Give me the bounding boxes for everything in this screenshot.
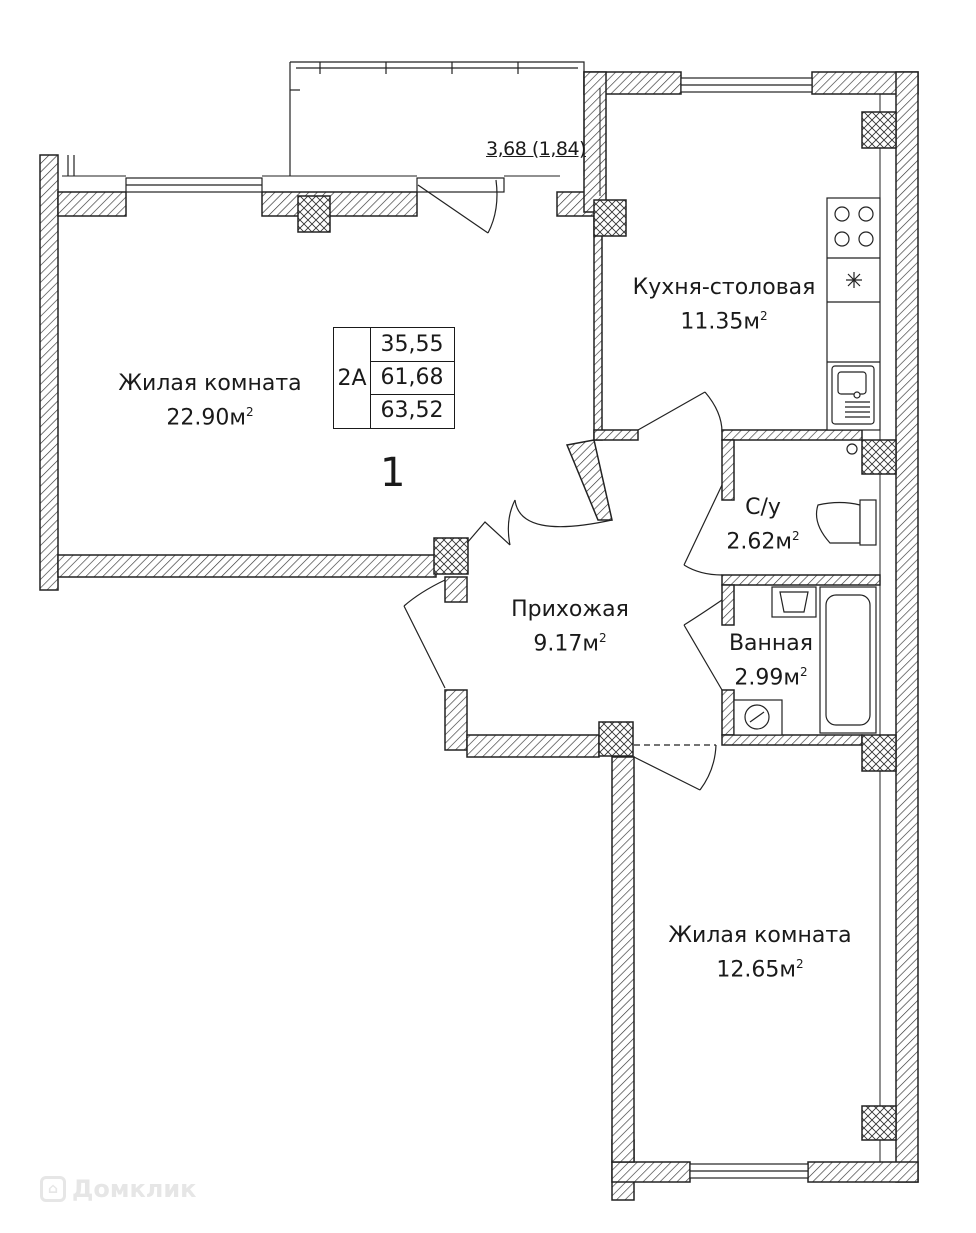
room-name: С/у <box>745 495 781 520</box>
room-area: 22.90м <box>166 405 246 431</box>
room-label-living1 <box>110 370 310 432</box>
room-area: 2.99м <box>734 665 800 691</box>
area-exponent: 2 <box>799 665 808 679</box>
room-name: Жилая комната <box>668 923 852 948</box>
area-exponent: 2 <box>791 529 800 543</box>
area-exponent: 2 <box>795 957 804 971</box>
apartment-info-box <box>333 327 455 429</box>
area-exponent: 2 <box>245 405 254 419</box>
area-exponent: 2 <box>598 631 607 645</box>
balcony-area-label: 3,68 (1,84) <box>486 138 586 160</box>
room-name: Ванная <box>728 631 814 656</box>
insulation-lines <box>62 88 896 1162</box>
apartment-type: 2А <box>334 328 371 428</box>
room-label-hall <box>500 596 640 658</box>
room-number: 1 <box>380 450 406 496</box>
windows <box>126 78 812 1178</box>
room-name: Кухня-столовая <box>632 275 816 300</box>
room-name: Жилая комната <box>118 371 302 396</box>
room-label-living2 <box>660 922 860 984</box>
total-area-value: 61,68 <box>370 361 454 395</box>
watermark <box>40 1175 196 1203</box>
watermark-text: Домклик <box>72 1175 197 1203</box>
living-area-value: 35,55 <box>370 328 454 362</box>
room-label-bath <box>716 630 826 692</box>
domclick-logo-icon: ⌂ <box>40 1176 66 1202</box>
room-area: 12.65м <box>716 957 796 983</box>
room-label-kitchen <box>624 274 824 336</box>
room-area: 2.62м <box>726 529 792 555</box>
room-name: Прихожая <box>511 597 629 622</box>
room-area: 9.17м <box>533 631 599 657</box>
room-label-wc <box>718 494 808 556</box>
room-area: 11.35м <box>680 309 760 335</box>
area-exponent: 2 <box>759 309 768 323</box>
total-area-with-balcony-value: 63,52 <box>380 398 444 423</box>
kitchen-fixtures <box>827 198 880 430</box>
